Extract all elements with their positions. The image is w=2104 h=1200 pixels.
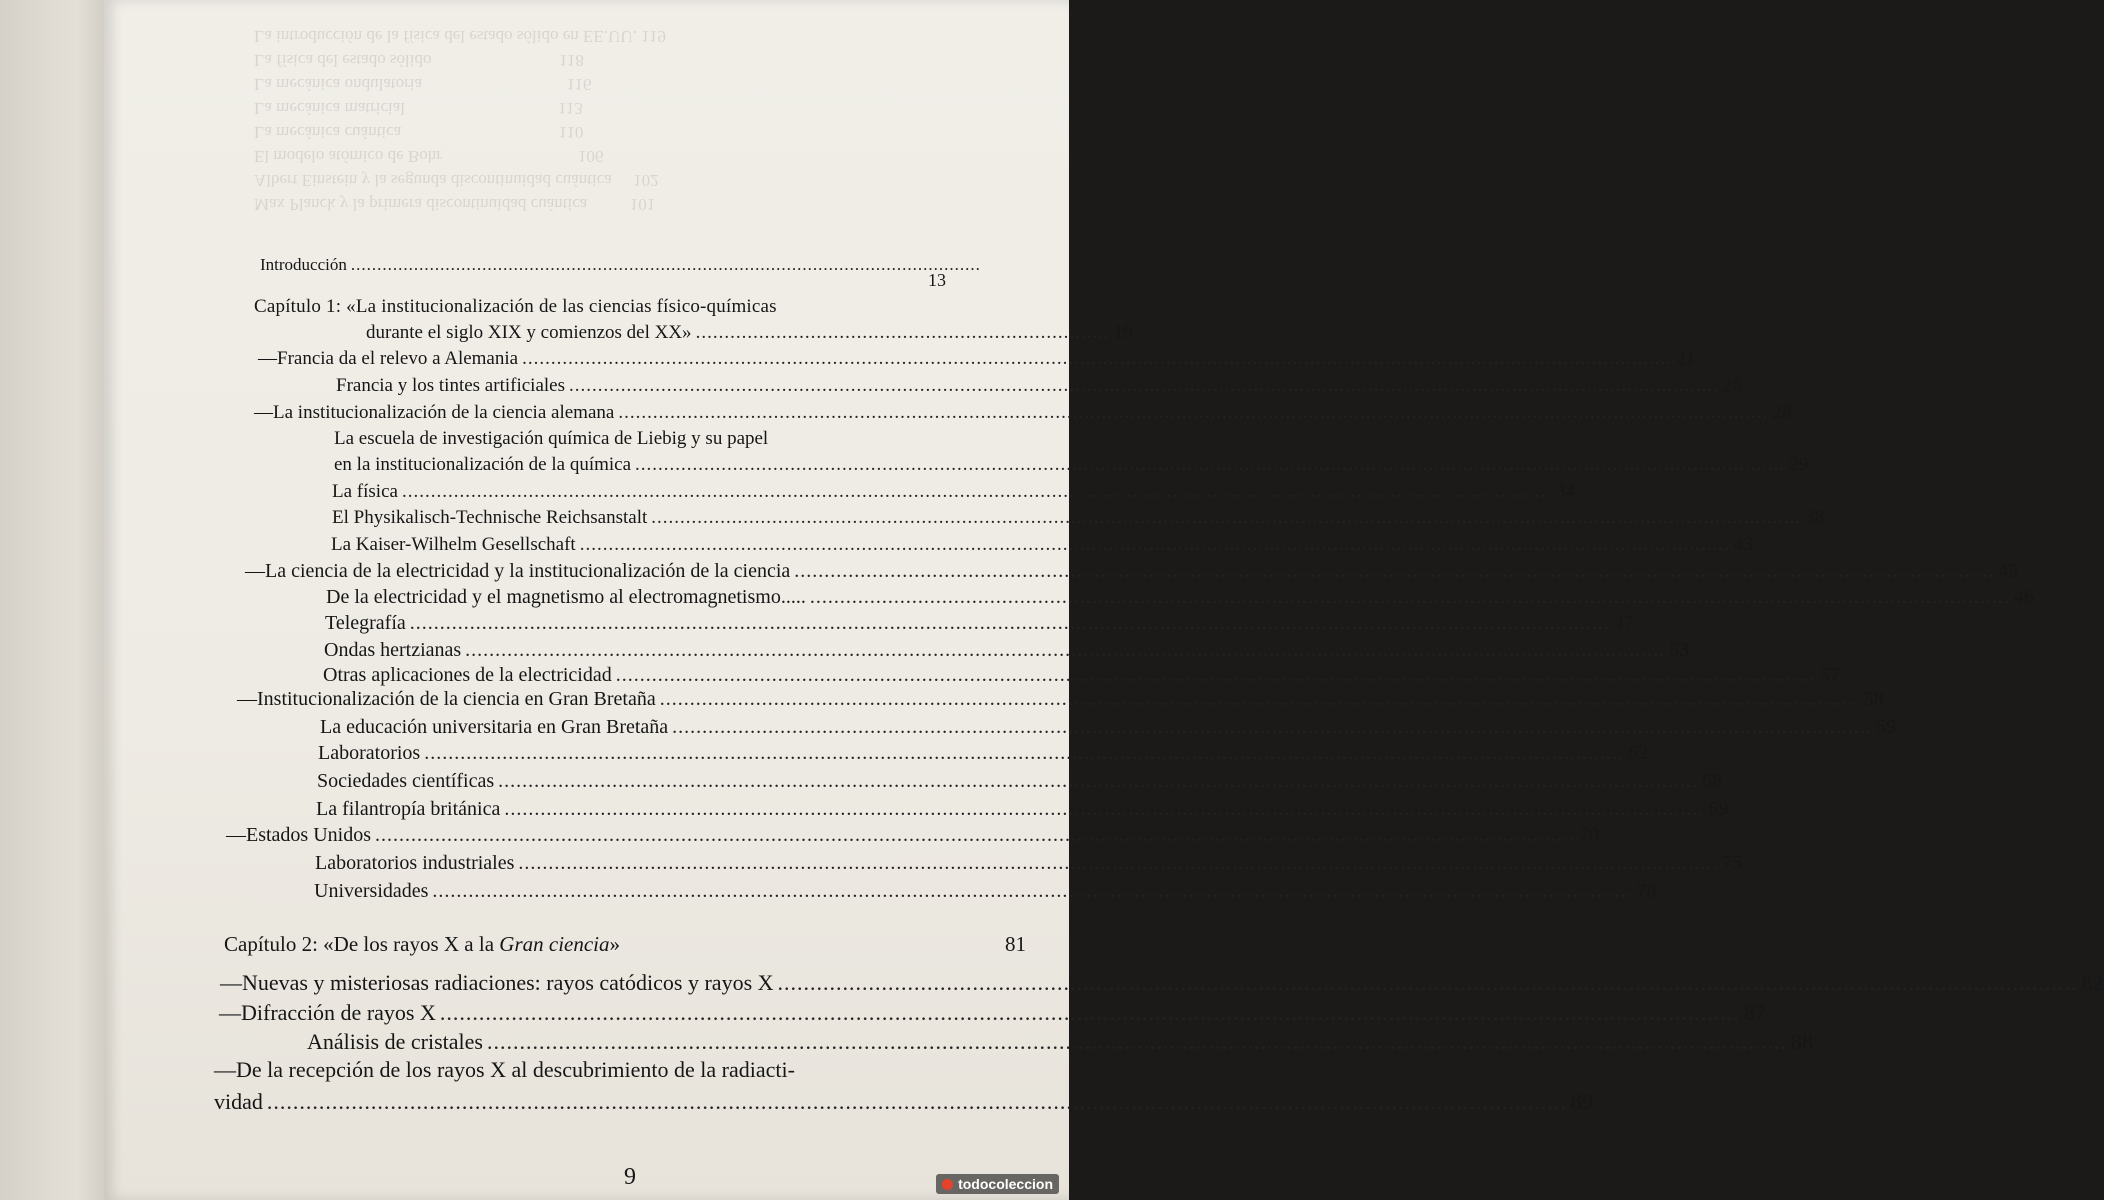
toc-entry[interactable]	[331, 534, 1753, 556]
toc-entry[interactable]	[226, 824, 1599, 847]
chapter-2-title-text: Capítulo 2: «De los rayos X a la Gran ciencia»	[224, 932, 621, 956]
toc-entry[interactable]	[334, 454, 1809, 476]
leader-dots: ........................................................................................................................................................................................................	[498, 770, 1699, 792]
toc-entry-title: en la institucionalización de la química	[334, 454, 632, 475]
toc-entry-page: 57	[1819, 664, 1840, 686]
leader-dots: ........................................................................................................................................................................................................	[579, 534, 1730, 555]
leader-dots: ........................................................................................................................................................................................................	[486, 1029, 1787, 1054]
chapter-1-page: 19	[1113, 322, 1133, 343]
toc-entry-title: —La institucionalización de la ciencia alemana	[254, 402, 615, 423]
toc-entry-page: 13	[928, 270, 946, 290]
toc-entry-title: Otras aplicaciones de la electricidad	[323, 664, 612, 686]
chapter-1-title-line1[interactable]: Capítulo 1: «La institucionalización de las ciencias físico-químicas	[254, 296, 777, 317]
toc-entry-title: —Estados Unidos	[226, 824, 371, 846]
leader-dots: ........................................................................................................................................................................................................	[266, 1089, 1567, 1114]
toc-entry[interactable]	[315, 852, 1743, 875]
toc-entry-page: 53	[1669, 639, 1690, 661]
book-page	[104, 0, 2104, 1200]
toc-entry[interactable]	[220, 970, 2104, 996]
toc-entry[interactable]	[214, 1057, 1034, 1083]
toc-entry-title: La educación universitaria en Gran Bretaña	[320, 716, 669, 738]
toc-entry[interactable]	[237, 688, 1884, 711]
toc-entry-page: 88	[1790, 1029, 1813, 1054]
toc-entry[interactable]	[336, 375, 1742, 397]
page-number: 9	[624, 1164, 636, 1190]
toc-entry-page: 59	[1876, 716, 1897, 738]
toc-entry-page: 75	[1722, 852, 1743, 874]
toc-entry-title: La física	[332, 481, 398, 502]
toc-entry[interactable]	[326, 586, 2034, 609]
toc-entry-page: 62	[1628, 742, 1649, 764]
toc-entry-introduccion[interactable]	[260, 255, 981, 275]
toc-entry-title: La filantropía británica	[316, 798, 501, 820]
toc-entry[interactable]	[245, 560, 2019, 583]
leader-dots: ........................................................................................................................................................................................................	[504, 798, 1705, 820]
toc-entry-page: 46	[2013, 586, 2034, 608]
toc-entry-title: El Physikalisch-Technische Reichsanstalt	[332, 507, 648, 528]
toc-entry[interactable]	[254, 402, 1792, 424]
toc-entry[interactable]	[325, 612, 1634, 635]
leader-dots: ........................................................................................................................................................................................................	[659, 688, 1860, 710]
toc-entry-page: 43	[1733, 534, 1753, 555]
leader-dots: ........................................................................................................................	[350, 255, 981, 274]
toc-entry-page: 69	[1708, 798, 1729, 820]
watermark-logo: todocoleccion	[936, 1174, 1059, 1194]
leader-dots: ........................................................................................................................................................................................................	[618, 402, 1769, 423]
toc-entry-title: Sociedades científicas	[317, 770, 495, 792]
toc-entry[interactable]	[316, 798, 1729, 821]
show-through-text: Max Planck y la primera discontinuidad cuántica 101 Albert Einstein y la segunda discontinuidad cuántica 102 El modelo atómico de Bohr 106 La mecánica cuántica 110 La mecánica matricial 113 La mecánica ondulatoria 116 La física del estado sólido 118 La introducción de la física del estado sólido en EE.UU. 119	[254, 27, 666, 214]
leader-dots: ........................................................................................................................................................................................................	[518, 852, 1719, 874]
facing-page-edge	[0, 0, 110, 1200]
toc-entry[interactable]	[314, 880, 1657, 903]
toc-entry-page: 68	[1702, 770, 1723, 792]
toc-entry-title: La escuela de investigación química de Liebig y su papel	[334, 428, 769, 449]
toc-entry-page: 78	[1636, 880, 1657, 902]
toc-entry[interactable]	[219, 1000, 1766, 1026]
leader-dots: ........................................................................................................................................................................................................	[424, 742, 1625, 764]
toc-entry[interactable]	[307, 1029, 1813, 1055]
toc-entry[interactable]	[317, 770, 1723, 793]
toc-entry[interactable]	[323, 664, 1840, 687]
toc-entry-page: 28	[1772, 402, 1792, 423]
leader-dots: ........................................................................................................................................................................................................	[409, 612, 1610, 634]
toc-entry-page: 45	[1998, 560, 2019, 582]
toc-entry-page: 34	[1555, 481, 1575, 502]
leader-dots: ........................................................................................................................................................................................................	[401, 481, 1552, 502]
toc-entry-page: 82	[2081, 970, 2104, 995]
leader-dots: ........................................................................................................................................................................................................	[615, 664, 1816, 686]
toc-entry-page: 87	[1743, 1000, 1766, 1025]
toc-entry-title: Francia y los tintes artificiales	[336, 375, 565, 396]
leader-dots: ........................................................................................................................................................................................................	[568, 375, 1719, 396]
leader-dots: ........................................................................................................................................................................................................	[672, 716, 1873, 738]
leader-dots: ........................................................................................................................................................................................................	[439, 1000, 1740, 1025]
leader-dots: ........................................................................................................................................................................................................	[635, 454, 1786, 475]
leader-dots: ........................................................................................................................................................................................................	[465, 639, 1666, 661]
toc-entry[interactable]	[332, 507, 1825, 529]
leader-dots: ........................................................................	[695, 322, 1110, 343]
toc-entry-page: 21	[1676, 348, 1696, 369]
toc-entry-title: Laboratorios industriales	[315, 852, 515, 874]
toc-entry-title: —Difracción de rayos X	[219, 1000, 436, 1025]
toc-entry-title: La Kaiser-Wilhelm Gesellschaft	[331, 534, 576, 555]
toc-entry-title: —Francia da el relevo a Alemania	[258, 348, 519, 369]
toc-entry-title: Laboratorios	[318, 742, 421, 764]
table-of-contents	[104, 0, 2104, 1200]
toc-entry-title: Análisis de cristales	[307, 1029, 483, 1054]
chapter-2-page: 81	[1005, 932, 1026, 956]
leader-dots: ........................................................................................................................................................................................................	[522, 348, 1673, 369]
toc-entry-title: —La ciencia de la electricidad y la institucionalización de la ciencia	[245, 560, 791, 582]
toc-entry[interactable]	[320, 716, 1897, 739]
leader-dots: ........................................................................................................................................................................................................	[651, 507, 1802, 528]
toc-entry-page: 89	[1570, 1089, 1593, 1114]
chapter-1-subtitle: durante el siglo XIX y comienzos del XX»	[366, 322, 692, 343]
toc-entry-title: vidad	[214, 1089, 263, 1114]
toc-entry[interactable]	[324, 639, 1690, 662]
toc-entry-page: 70	[1579, 824, 1599, 846]
toc-entry-title: —Institucionalización de la ciencia en Gran Bretaña	[237, 688, 656, 710]
toc-entry[interactable]	[332, 481, 1575, 503]
leader-dots: ........................................................................................................................................................................................................	[375, 824, 1575, 846]
leader-dots: ........................................................................................................................................................................................................	[777, 970, 2078, 995]
toc-entry[interactable]	[318, 742, 1649, 765]
toc-entry-page: 38	[1805, 507, 1825, 528]
toc-entry-title: De la electricidad y el magnetismo al electromagnetismo.....	[326, 586, 806, 608]
toc-entry-page: 29	[1789, 454, 1809, 475]
toc-entry-title: Introducción	[260, 255, 347, 274]
toc-entry[interactable]	[334, 428, 974, 450]
leader-dots: ........................................................................................................................................................................................................	[432, 880, 1633, 902]
toc-entry[interactable]	[258, 348, 1696, 370]
toc-entry-title: Telegrafía	[325, 612, 406, 634]
toc-entry-title: Ondas hertzianas	[324, 639, 462, 661]
toc-entry-title: —Nuevas y misteriosas radiaciones: rayos catódicos y rayos X	[220, 970, 774, 995]
toc-entry-title: —De la recepción de los rayos X al descubrimiento de la radiacti-	[214, 1057, 795, 1082]
chapter-2-title[interactable]	[224, 932, 1026, 957]
toc-entry[interactable]	[214, 1089, 1593, 1115]
toc-entry-page: 26	[1722, 375, 1742, 396]
toc-entry-title: Universidades	[314, 880, 429, 902]
chapter-1-title-line2[interactable]	[366, 322, 1133, 344]
toc-entry-page: 58	[1863, 688, 1884, 710]
leader-dots: ........................................................................................................................................................................................................	[809, 586, 2010, 608]
toc-entry-page: 47	[1613, 612, 1634, 634]
leader-dots: ........................................................................................................................................................................................................	[794, 560, 1995, 582]
